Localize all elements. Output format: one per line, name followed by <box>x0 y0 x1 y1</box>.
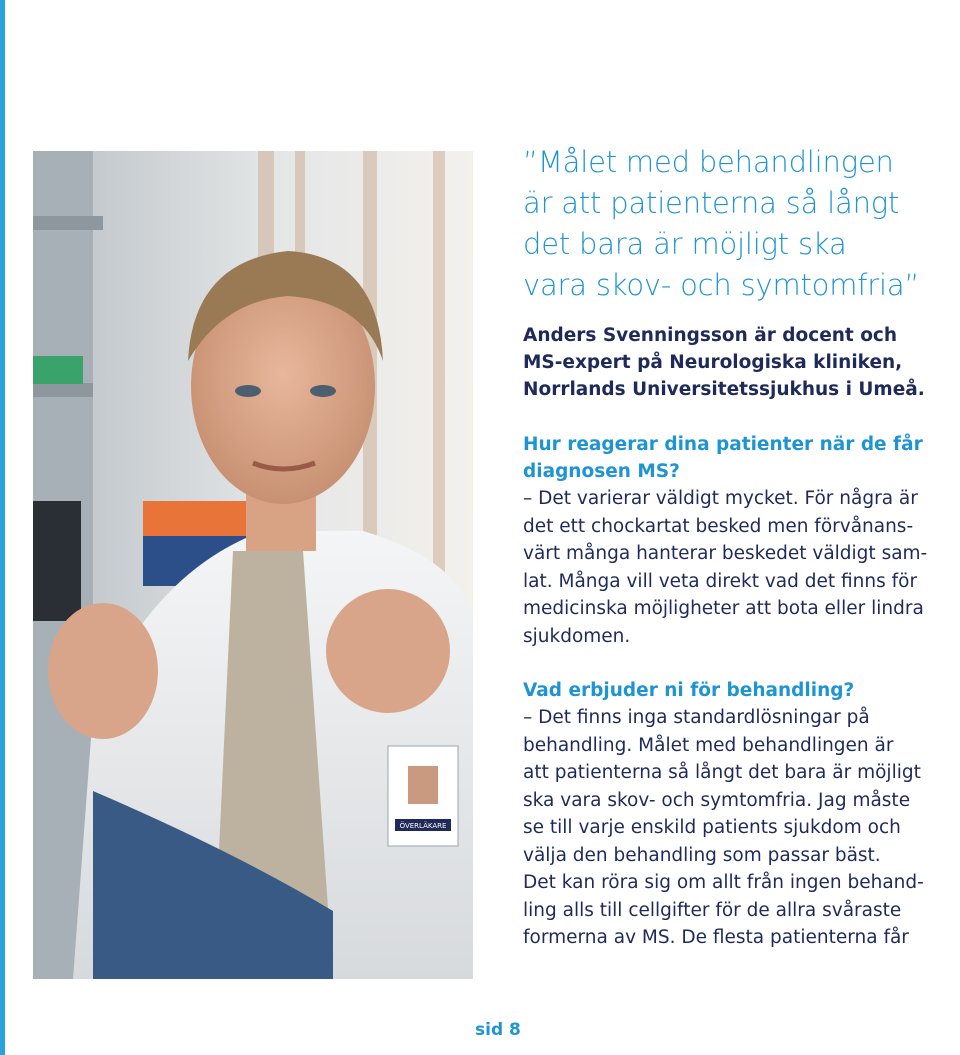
article-column <box>523 142 943 952</box>
eye-left <box>235 385 261 397</box>
pull-quote-line: vara skov- och symtomfria” <box>523 268 920 302</box>
orange-folder <box>143 501 263 541</box>
answer-line: lat. Många vill veta direkt vad det finns för <box>523 570 918 592</box>
answer-line: att patienterna så långt det bara är möjligt <box>523 762 921 783</box>
badge-photo <box>408 766 438 804</box>
pull-quote-line: det bara är möjligt ska <box>523 227 847 261</box>
question-line: Vad erbjuder ni för behandling? <box>523 680 855 701</box>
answer-line: ling alls till cellgifter för de allra svåraste <box>523 899 902 921</box>
answer-line: välja den behandling som passar bäst. <box>523 844 881 866</box>
answer-line: ska vara skov- och symtomfria. Jag måste <box>523 789 911 811</box>
page-number: sid 8 <box>475 1020 521 1040</box>
right-hand <box>326 589 450 713</box>
answer-line: värt många hanterar beskedet väldigt sam- <box>523 543 928 564</box>
answer-line: Det kan röra sig om allt från ingen behand- <box>523 872 924 893</box>
interview-answer <box>523 485 943 650</box>
shelf-1 <box>33 216 103 230</box>
portrait-photo <box>33 151 473 979</box>
answer-line: – Det varierar väldigt mycket. För några är <box>523 488 918 509</box>
answer-line: formerna av MS. De flesta patienterna får <box>523 927 909 948</box>
answer-line: det ett chockartat besked men förvånans- <box>523 515 914 537</box>
portrait-illustration <box>33 151 473 979</box>
answer-line: behandling. Målet med behandlingen är <box>523 734 894 756</box>
question-line: diagnosen MS? <box>523 461 680 482</box>
shelf-2 <box>33 383 93 397</box>
intro-paragraph <box>523 322 943 403</box>
intro-line: Anders Svenningsson är docent och <box>523 325 898 346</box>
monitor-dark <box>33 501 81 621</box>
left-hand <box>48 603 158 739</box>
intro-line: Norrlands Universitetssjukhus i Umeå. <box>523 379 925 400</box>
eye-right <box>310 385 336 397</box>
answer-line: – Det finns inga standardlösningar på <box>523 707 870 728</box>
answer-line: sjukdomen. <box>523 625 631 647</box>
interview-question <box>523 431 943 485</box>
badge-text: ÖVERLÄKARE <box>399 822 447 830</box>
intro-line: MS-expert på Neurologiska kliniken, <box>523 352 903 373</box>
edge-accent-bar <box>0 0 5 1055</box>
interview-answer <box>523 704 943 952</box>
answer-line: medicinska möjligheter att bota eller lindra <box>523 598 924 619</box>
answer-line: se till varje enskild patients sjukdom och <box>523 817 901 838</box>
pull-quote-line: ”Målet med behandlingen <box>523 145 894 179</box>
pull-quote <box>523 142 943 306</box>
question-line: Hur reagerar dina patienter när de får <box>523 434 923 455</box>
interview-question <box>523 677 943 704</box>
pull-quote-line: är att patienterna så långt <box>523 186 900 220</box>
shelf-item <box>33 356 83 384</box>
